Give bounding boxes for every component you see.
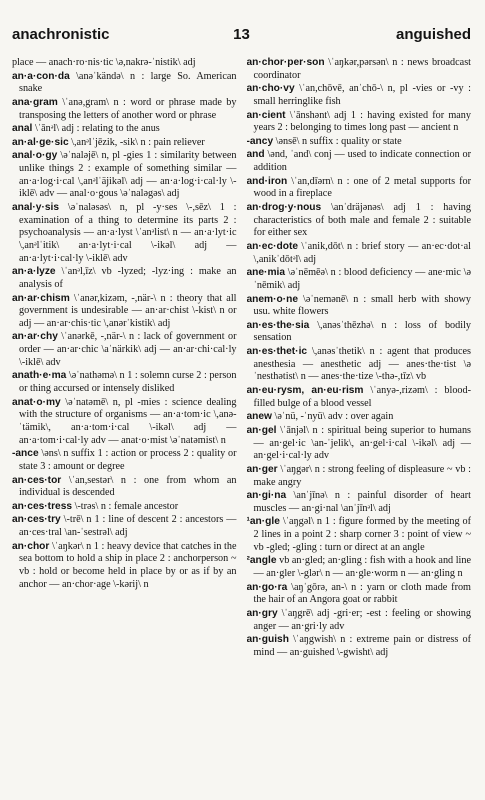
entry-headword: an·ces·tor	[12, 474, 62, 486]
dictionary-entry	[247, 110, 472, 135]
entry-headword: an·ar·chy	[12, 331, 58, 343]
entry-definition: \ˈan,sestər\ n : one from whom an individual is descended	[19, 474, 237, 499]
entry-definition: \ˈaŋgəl\ n 1 : figure formed by the meeting of 2 lines in a point 2 : sharp corner 3 : point of view ~ vb -gled; -gling : turn or direct at an angle	[253, 516, 471, 553]
dictionary-entry	[12, 97, 237, 122]
dictionary-entry	[247, 346, 472, 384]
dictionary-entry	[12, 57, 237, 70]
entry-headword: and·iron	[246, 175, 288, 187]
dictionary-entry	[12, 293, 237, 331]
dictionary-entry	[12, 475, 237, 500]
entry-definition: \ˈanik,dōt\ n : brief story — an·ec·dot·al \,anikˈdōtᵊl\ adj	[253, 240, 471, 265]
entry-definition: \ˈānshənt\ adj 1 : having existed for many years 2 : belonging to times long past — ancient n	[253, 109, 471, 134]
entry-definition: \əˈnatəmē\ n, pl -mies : science dealing with the structure of organisms — an·a·tom·ic \,anə-ˈtämik\, an·a·tom·i·cal \-ikəl\ adj — an·a·tom·i·cal·ly adv — anat·o·mist \əˈnatəmist\ n	[19, 396, 237, 446]
entry-headword: ana·gram	[12, 96, 58, 108]
dictionary-entry	[247, 582, 472, 607]
dictionary-entry	[12, 123, 237, 136]
entry-headword: an·ces·tress	[12, 500, 73, 512]
entry-definition: \anˈjīnə\ n : painful disorder of heart muscles — an·gi·nal \anˈjīnᵊl\ adj	[253, 490, 471, 514]
entry-definition: \aŋˈgōrə, an-\ n : yarn or cloth made from the hair of an Angora goat or rabbit	[253, 581, 471, 606]
entry-headword: an·ces·try	[12, 514, 61, 526]
entry-headword: ²angle	[246, 555, 277, 567]
entry-headword: an·cient	[246, 109, 286, 121]
dictionary-entry	[247, 136, 472, 149]
page-header	[12, 26, 471, 48]
dictionary-entry	[12, 541, 237, 592]
entry-headword: an·a·lyze	[12, 266, 56, 278]
entry-headword: -ancy	[246, 135, 274, 147]
entry-columns	[12, 57, 471, 794]
entry-headword: an·ger	[246, 463, 278, 475]
entry-headword: -ance	[12, 448, 39, 460]
dictionary-entry	[12, 150, 237, 201]
entry-definition: \,anəsˈthēzhə\ n : loss of bodily sensation	[253, 319, 471, 344]
left-column	[12, 57, 237, 794]
entry-headword: an·gel	[246, 424, 277, 436]
dictionary-entry	[247, 241, 472, 266]
entry-definition: \əˈnemənē\ n : small herb with showy usu. white flowers	[253, 293, 471, 318]
entry-headword: ¹an·gle	[246, 516, 280, 528]
entry-definition: \ˈanərkē, -,när-\ n : lack of government or order — an·ar·chic \aˈnärkik\ adj — an·ar·chi·cal·ly \-iklē\ adv	[19, 331, 237, 368]
entry-headword: an·drog·y·nous	[246, 202, 322, 214]
entry-headword: an·guish	[246, 634, 289, 646]
entry-definition: \ˈānjəl\ n : spiritual being superior to humans — an·gel·ic \an-ˈjelik\, an·gel·i·cal \-ikəl\ adj — an·gel·i·cal·ly adv	[253, 424, 471, 462]
entry-headword: an·ec·dote	[246, 240, 299, 252]
entry-definition: \-trəs\ n : female ancestor	[72, 500, 179, 512]
dictionary-entry	[247, 634, 472, 659]
dictionary-entry	[12, 71, 237, 96]
guide-word-right: anguished	[395, 26, 471, 43]
entry-definition: \əˈnaləjē\ n, pl -gies 1 : similarity between unlike things 2 : example of something similar — an·a·log·i·cal \,anᵊlˈäjikəl\ adj — an·a·log·i·cal·ly \-iklē\ adv — anal·o·gous \əˈnaləgəs\ adj	[19, 150, 237, 200]
entry-definition: \əˈnathəmə\ n 1 : solemn curse 2 : person or thing accursed or intensely disliked	[19, 370, 237, 395]
dictionary-entry	[247, 464, 472, 489]
dictionary-entry	[12, 370, 237, 395]
entry-definition: \,anəsˈthetik\ n : agent that produces anesthesia — anesthetic adj — anes·the·tist \əˈnesthətist\ n — anes·the·tize \-thə-,tīz\ vb	[253, 346, 471, 383]
dictionary-entry	[247, 516, 472, 554]
entry-headword: anat·o·my	[12, 396, 61, 408]
entry-definition: \əˈnü, -ˈnyü\ adv : over again	[271, 411, 394, 423]
entry-headword: anal	[12, 123, 33, 135]
entry-definition: \ˈanᵊl,īz\ vb -lyzed; -lyz·ing : make an analysis of	[19, 266, 237, 290]
entry-headword: an·ar·chism	[12, 292, 70, 304]
entry-definition: \anəˈkändə\ n : large So. American snake	[19, 70, 237, 95]
entry-headword: anem·o·ne	[246, 293, 299, 305]
dictionary-entry	[247, 83, 472, 108]
entry-definition: \anˈdräjənəs\ adj 1 : having characteristics of both male and female 2 : suitable for either sex	[253, 202, 471, 239]
page-number: 13	[233, 26, 250, 43]
guide-word-left: anachronistic	[12, 26, 110, 43]
dictionary-entry	[12, 514, 237, 539]
entry-headword: an·gry	[246, 607, 278, 619]
entry-headword: an·go·ra	[246, 581, 288, 593]
entry-definition: \ˈaŋgwish\ n : extreme pain or distress of mind — an·guished \-gwisht\ adj	[253, 634, 471, 658]
entry-definition: \ˈaŋkər,pərsən\ n : news broadcast coordinator	[253, 57, 471, 81]
entry-definition: \ˈanə,gram\ n : word or phrase made by transposing the letters of another word or phrase	[19, 96, 237, 121]
entry-headword: an·al·ge·sic	[12, 136, 69, 148]
dictionary-entry	[12, 137, 237, 150]
dictionary-entry	[12, 202, 237, 265]
entry-definition: \ənd, ˈand\ conj — used to indicate connection or addition	[253, 149, 471, 174]
dictionary-entry	[247, 57, 472, 82]
entry-definition: \ˈanyə-,rizəm\ : blood-filled bulge of a blood vessel	[253, 385, 471, 409]
entry-definition: \,anᵊlˈjēzik, -sik\ n : pain reliever	[68, 136, 205, 148]
entry-definition: \ˈaŋkər\ n 1 : heavy device that catches in the sea bottom to hold a ship in place 2 : anchorperson ~ vb : hold or become held in place by or as if by an anchor — an·chor·age \-kərij\ n	[19, 540, 237, 590]
entry-definition: \əˈnēmēə\ n : blood deficiency — ane·mic \əˈnēmik\ adj	[253, 267, 471, 291]
entry-definition: \ənsē\ n suffix : quality or state	[273, 135, 402, 147]
entry-headword: an·gi·na	[246, 490, 287, 502]
entry-headword: an·es·thet·ic	[246, 346, 308, 358]
entry-definition: \ˈanər,kizəm, -,när-\ n : theory that all government is undesirable — an·ar·chist \-kist\ n or adj — an·ar·chis·tic \,anərˈkistik\ adj	[19, 292, 237, 329]
entry-headword: anal·y·sis	[12, 202, 59, 214]
dictionary-entry	[247, 202, 472, 240]
entry-headword: and	[246, 149, 265, 161]
entry-headword: an·cho·vy	[246, 83, 295, 95]
entry-headword: an·es·the·sia	[246, 319, 310, 331]
entry-definition: \əˈnaləsəs\ n, pl -y·ses \-,sēz\ 1 : examination of a thing to determine its parts 2 : psychoanalysis — an·a·lyst \ˈanᵊlist\ n — an·a·lyt·ic \,anᵊlˈitik\ an·a·lyt·i·cal \-ikəl\ adj — an·a·lyt·i·cal·ly \-iklē\ adv	[19, 202, 237, 264]
entry-definition: \ˈan,chōvē, anˈchō-\ n, pl -vies or -vy : small herringlike fish	[253, 83, 471, 107]
dictionary-entry	[247, 385, 472, 410]
dictionary-entry	[12, 397, 237, 448]
dictionary-entry	[247, 176, 472, 201]
dictionary-entry	[12, 501, 237, 514]
entry-headword: an·eu·rysm, an·eu·rism	[246, 385, 364, 397]
dictionary-entry	[12, 266, 237, 291]
entry-definition: \ˈaŋgər\ n : strong feeling of displeasure ~ vb : make angry	[253, 463, 471, 488]
entry-definition: \əns\ n suffix 1 : action or process 2 : quality or state 3 : amount or degree	[19, 448, 237, 472]
dictionary-entry	[247, 555, 472, 580]
entry-headword: anal·o·gy	[12, 150, 58, 162]
dictionary-entry	[247, 149, 472, 174]
entry-definition: place — anach·ro·nis·tic \ə,nakrə-ˈnistik\ adj	[12, 57, 196, 68]
entry-definition: \ˈānᵊl\ adj : relating to the anus	[32, 123, 160, 135]
dictionary-entry	[247, 608, 472, 633]
entry-headword: an·chor·per·son	[246, 57, 325, 68]
entry-headword: anath·e·ma	[12, 370, 67, 382]
entry-definition: \ˈan,dīərn\ n : one of 2 metal supports for wood in a fireplace	[253, 175, 471, 200]
entry-definition: \ˈaŋgrē\ adj -gri·er; -est : feeling or showing anger — an·gri·ly adv	[253, 607, 471, 632]
dictionary-entry	[247, 411, 472, 424]
entry-definition: vb an·gled; an·gling : fish with a hook and line — an·gler \-glər\ n — an·gle·worm n — an·gling n	[253, 555, 471, 579]
dictionary-entry	[247, 490, 472, 515]
entry-headword: ane·mia	[246, 267, 286, 279]
dictionary-entry	[247, 267, 472, 292]
entry-headword: anew	[246, 411, 272, 423]
dictionary-entry	[12, 331, 237, 369]
dictionary-entry	[247, 320, 472, 345]
entry-headword: an·chor	[12, 540, 50, 552]
dictionary-entry	[247, 294, 472, 319]
dictionary-entry	[247, 425, 472, 463]
entry-definition: \-trē\ n 1 : line of descent 2 : ancestors — an·ces·tral \an-ˈsestrəl\ adj	[19, 514, 237, 539]
entry-headword: an·a·con·da	[12, 70, 70, 82]
dictionary-entry	[12, 448, 237, 473]
right-column	[247, 57, 472, 794]
